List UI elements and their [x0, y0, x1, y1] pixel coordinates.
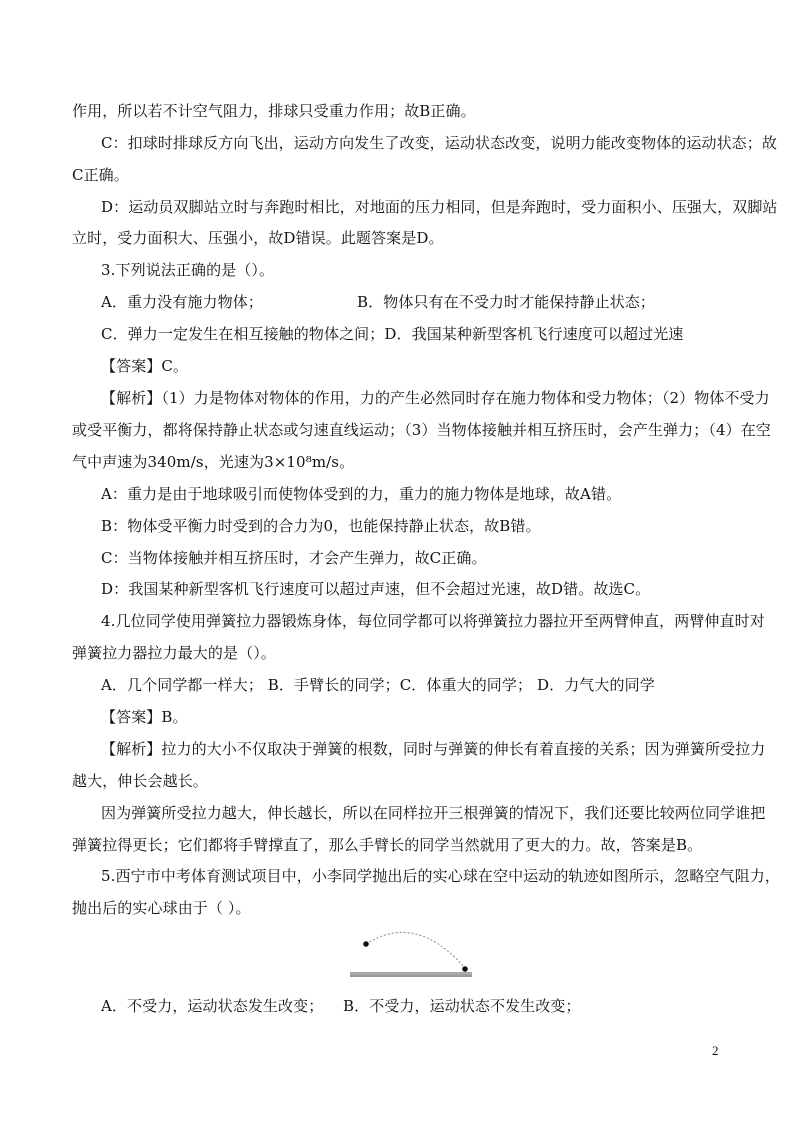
ball-start: [363, 941, 369, 947]
question-3-options-row-1: [101, 292, 701, 312]
question-5-option-b: B．不受力，运动状态不发生改变；: [343, 997, 581, 1015]
text-line: 作用，所以若不计空气阻力，排球只受重力作用；故B正确。: [72, 102, 476, 120]
text-line: A：重力是由于地球吸引而使物体受到的力，重力的施力物体是地球，故A错。: [101, 485, 622, 503]
question-3-option-a: A．重力没有施力物体；: [101, 293, 263, 311]
text-line: 弹簧拉得更长；它们都将手臂撑直了，那么手臂长的同学当然就用了更大的力。故，答案是B。: [72, 836, 703, 854]
text-line: 气中声速为340m/s，光速为3×10⁸m/s。: [72, 453, 355, 471]
text-line: 立时，受力面积大、压强小，故D错误。此题答案是D。: [72, 229, 444, 247]
question-3-stem: 3.下列说法正确的是（）。: [101, 261, 275, 279]
analysis-text: 【解析】拉力的大小不仅取决于弹簧的根数，同时与弹簧的伸长有着直接的关系；因为弹簧所受拉力: [101, 740, 766, 758]
trajectory-curve: [366, 932, 465, 968]
answer-label: 【答案】B。: [101, 708, 188, 726]
question-4-options: A．几个同学都一样大； B．手臂长的同学；C．体重大的同学； D．力气大的同学: [101, 676, 655, 694]
page-number: 2: [712, 1043, 719, 1058]
ground-hatch: [350, 972, 472, 975]
text-line: C：当物体接触并相互挤压时，才会产生弹力，故C正确。: [101, 549, 487, 567]
ball-landing: [462, 966, 468, 972]
ball-trajectory-figure: [348, 928, 474, 980]
text-line: C：扣球时排球反方向飞出，运动方向发生了改变，运动状态改变，说明力能改变物体的运动状态；故: [101, 134, 777, 152]
text-line: 越大，伸长会越长。: [72, 772, 208, 790]
question-4-stem: 4.几位同学使用弹簧拉力器锻炼身体，每位同学都可以将弹簧拉力器拉开至两臂伸直，两臂伸直时对: [101, 612, 765, 630]
answer-label: 【答案】C。: [101, 357, 189, 375]
text-line: 或受平衡力，都将保持静止状态或匀速直线运动；（3）当物体接触并相互挤压时，会产生弹力；（4）在空: [72, 421, 771, 439]
question-3-option-b: B．物体只有在不受力时才能保持静止状态；: [357, 293, 656, 311]
text-line: 抛出后的实心球由于（ ）。: [72, 899, 251, 917]
question-3-options-row-2: C．弹力一定发生在相互接触的物体之间；D．我国某种新型客机飞行速度可以超过光速: [101, 325, 684, 343]
analysis-text: 【解析】（1）力是物体对物体的作用，力的产生必然同时存在施力物体和受力物体；（2）物体不受力: [101, 389, 770, 407]
text-line: 弹簧拉力器拉力最大的是（）。: [72, 644, 276, 662]
text-line: 因为弹簧所受拉力越大，伸长越长，所以在同样拉开三根弹簧的情况下，我们还要比较两位同学谁把: [101, 804, 766, 822]
question-5-option-a: A．不受力，运动状态发生改变；: [101, 997, 324, 1015]
text-line: C正确。: [72, 166, 129, 184]
text-line: D：我国某种新型客机飞行速度可以超过声速，但不会超过光速，故D错。故选C。: [101, 580, 651, 598]
text-line: D：运动员双脚站立时与奔跑时相比，对地面的压力相同，但是奔跑时，受力面积小、压强大，双脚站: [101, 198, 778, 216]
question-5-options-row-1: [101, 996, 701, 1016]
text-line: B：物体受平衡力时受到的合力为0，也能保持静止状态，故B错。: [101, 517, 541, 535]
question-5-stem: 5.西宁市中考体育测试项目中，小李同学抛出后的实心球在空中运动的轨迹如图所示，忽略空气阻力，: [101, 867, 780, 885]
